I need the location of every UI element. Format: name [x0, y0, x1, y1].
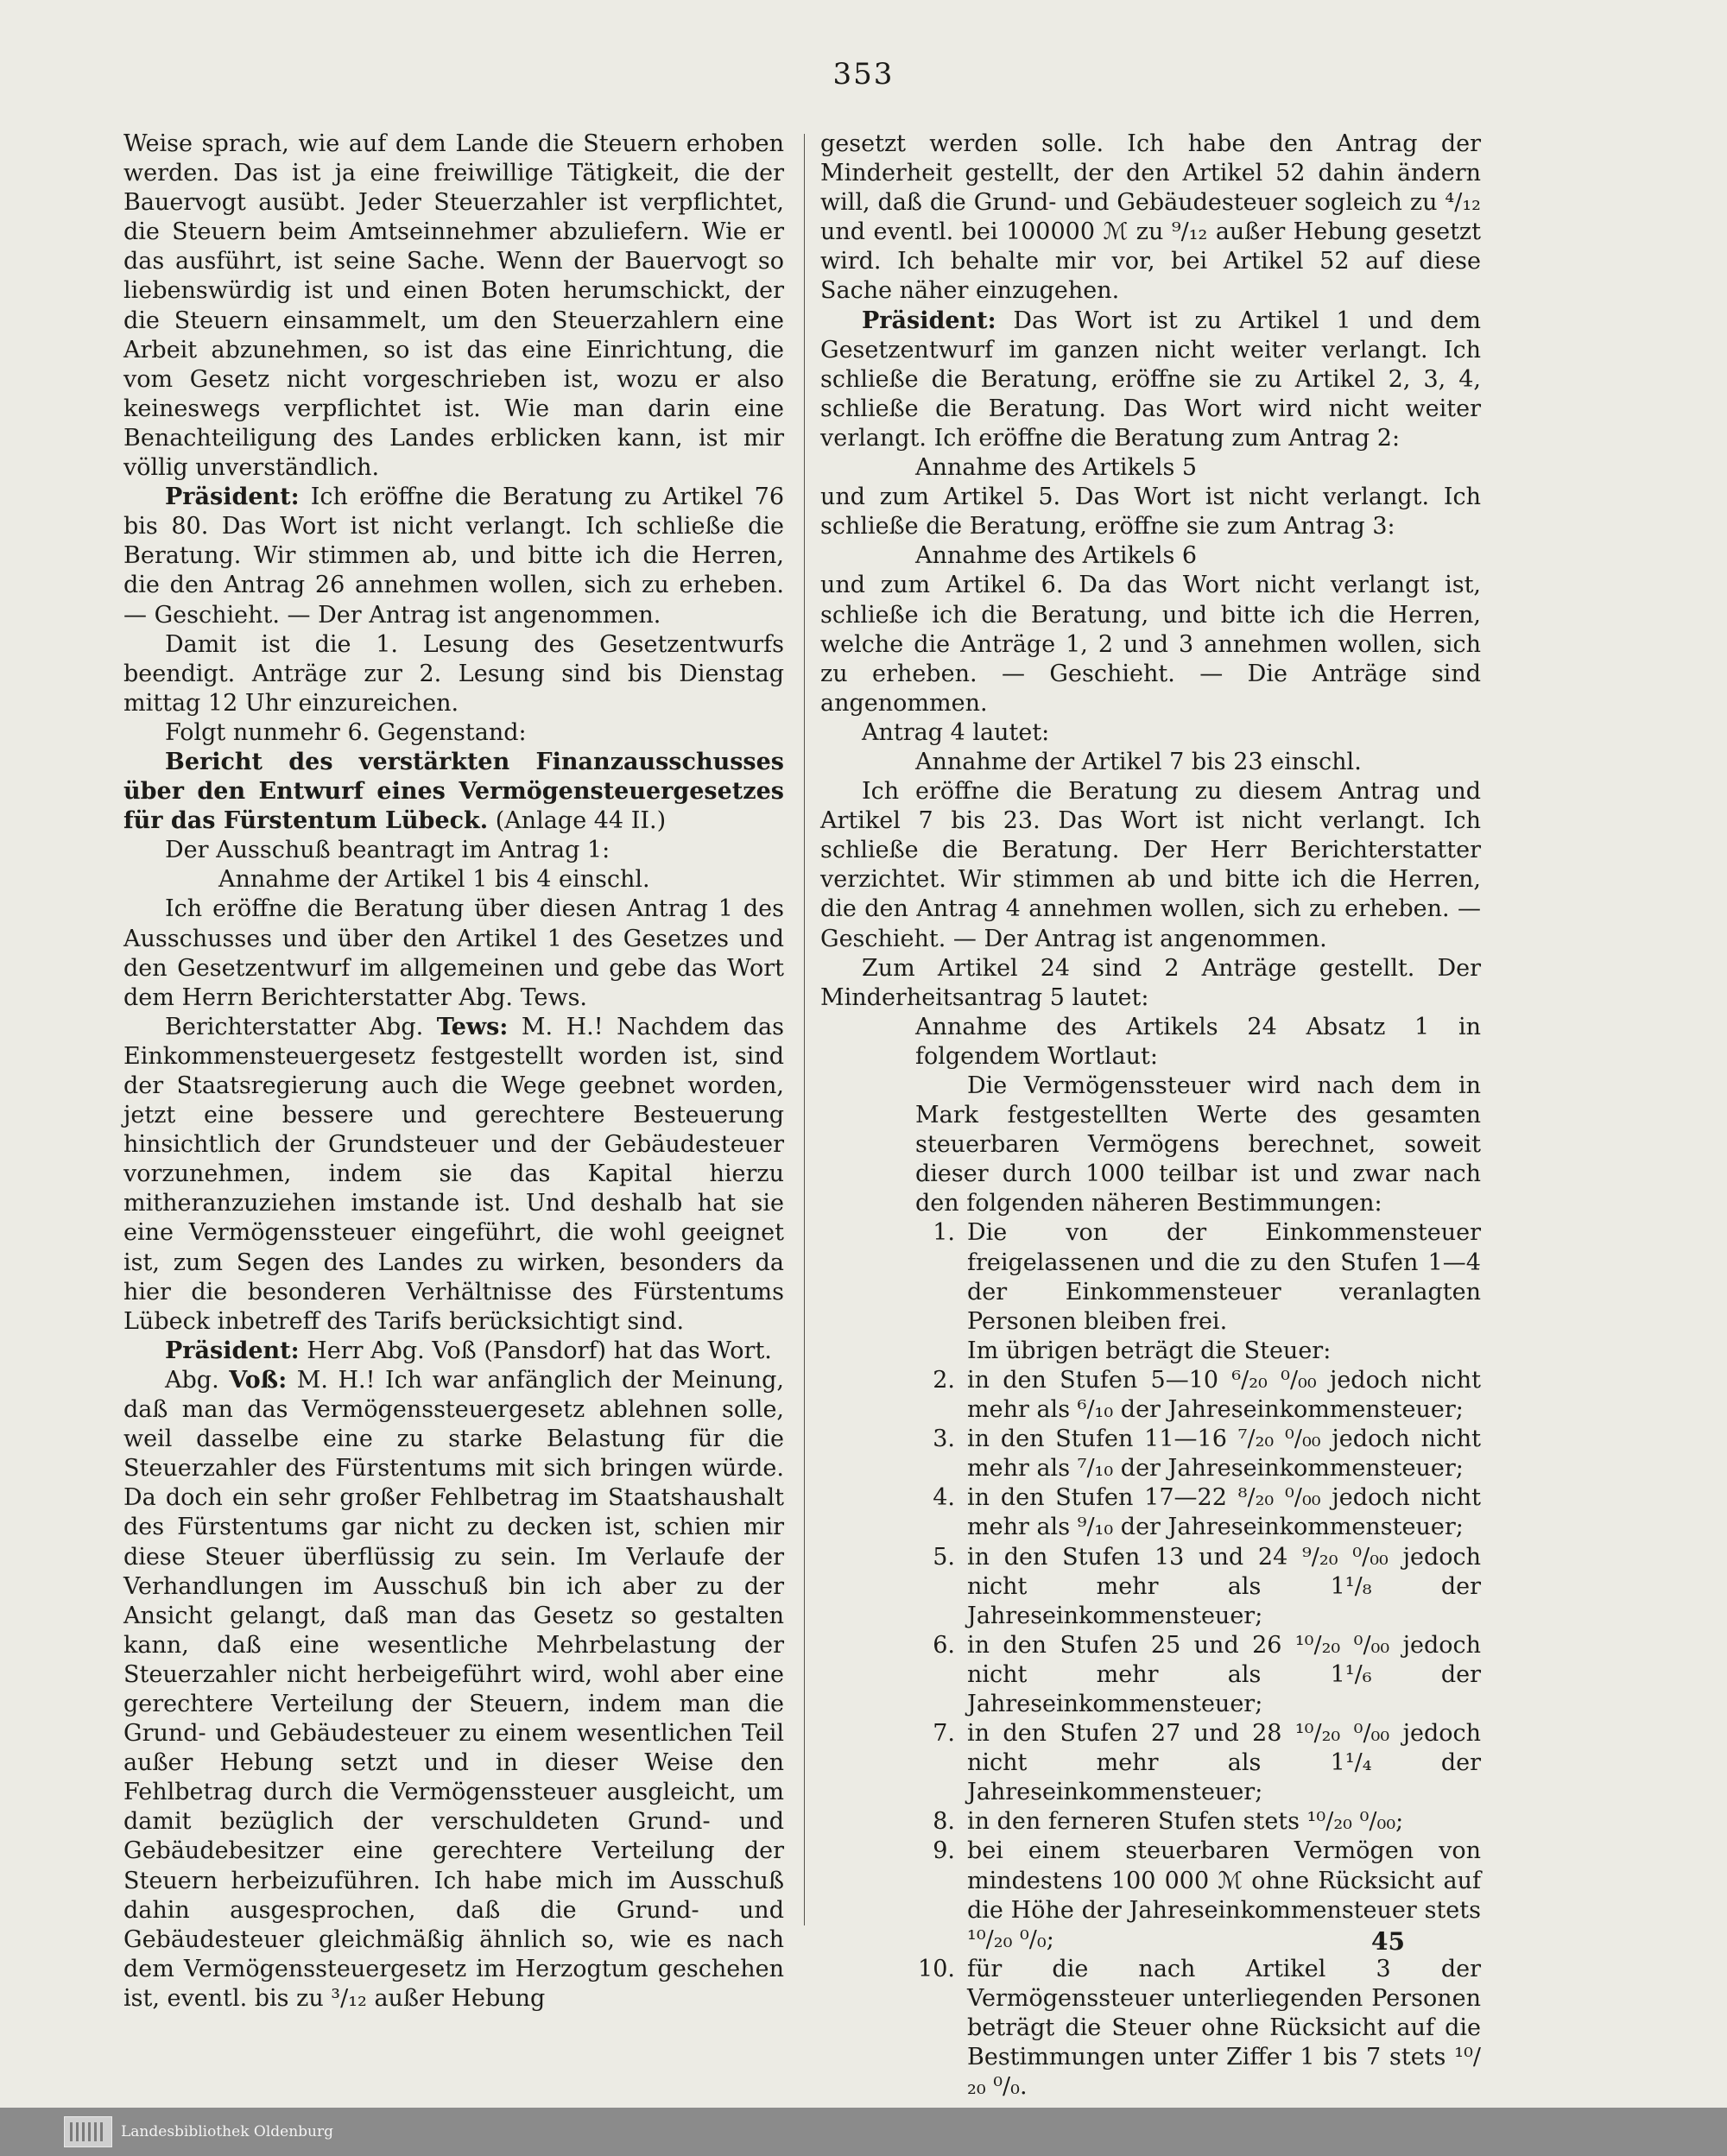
list-text: in den Stufen 11—16 ⁷/₂₀ ⁰/₀₀ jedoch nicht mehr als ⁷/₁₀ der Jahreseinkommensteuer; [967, 1426, 1481, 1483]
agenda-anlage: (Anlage 44 II.) [488, 807, 667, 835]
left-paragraph-8: Ich eröffne die Beratung über diesen Antrag 1 des Ausschusses und über den Artikel 1 des Gesetzes und den Gesetzentwurf im allgemeinen und gebe das Wort dem Herrn Berichterstatter Abg. Tews. [123, 895, 784, 1011]
list-number: 5. [933, 1543, 955, 1571]
right-paragraph-6: und zum Artikel 6. Da das Wort nicht verlangt ist, schließe ich die Beratung, und bitte ich die Herren, welche die Anträge 1, 2 und 3 annehmen wollen, sich zu erheben. — Geschieht. — Die Anträge sind angenommen. [820, 572, 1481, 717]
left-paragraph-2 [123, 483, 784, 629]
list-text: in den ferneren Stufen stets ¹⁰/₂₀ ⁰/₀₀; [967, 1808, 1404, 1836]
agenda-heading [123, 748, 784, 836]
paragraph-text: Herr Abg. Voß (Pansdorf) hat das Wort. [299, 1337, 772, 1364]
speaker-prefix: Abg. [165, 1366, 230, 1394]
list-item [915, 1955, 1481, 2102]
right-paragraph-10: Zum Artikel 24 sind 2 Anträge gestellt. Der Minderheitsantrag 5 lautet: [820, 954, 1481, 1011]
left-paragraph-4: Folgt nunmehr 6. Gegenstand: [165, 718, 527, 746]
list-number: 7. [933, 1720, 955, 1748]
list-text: in den Stufen 27 und 28 ¹⁰/₂₀ ⁰/₀₀ jedoch nicht mehr als 1¹/₄ der Jahreseinkommensteuer; [967, 1720, 1481, 1806]
quote-mid: Im übrigen beträgt die Steuer: [967, 1337, 1332, 1364]
speaker-label: Präsident: [165, 1337, 300, 1364]
right-motion-3: Annahme des Artikels 6 [915, 542, 1198, 570]
paragraph-text: Das Wort ist zu Artikel 1 und dem Gesetzentwurf im ganzen nicht weiter verlangt. Ich schließe die Beratung, eröffne sie zu Artikel 2, 3, 4, schließe die Beratung. Das Wort wird nicht weiter verlangt. Ich eröffne die Beratung zum Antrag 2: [820, 307, 1481, 452]
list-number: 8. [933, 1808, 955, 1836]
list-number: 2. [933, 1366, 955, 1394]
right-paragraph-2 [820, 307, 1481, 453]
list-number: 9. [933, 1837, 955, 1865]
speaker-label: Präsident: [165, 484, 300, 511]
list-text: bei einem steuerbaren Vermögen von mindestens 100 000 ℳ ohne Rücksicht auf die Höhe der Jahreseinkommensteuer stets ¹⁰/₂₀ ⁰/₀; [967, 1837, 1481, 1953]
list-text: in den Stufen 5—10 ⁶/₂₀ ⁰/₀₀ jedoch nicht mehr als ⁶/₁₀ der Jahreseinkommensteuer; [967, 1366, 1481, 1424]
library-logo-icon [64, 2116, 112, 2147]
list-item [915, 1218, 1481, 1336]
speaker-label: Tews: [436, 1013, 509, 1040]
right-paragraph-1: gesetzt werden solle. Ich habe den Antrag der Minderheit gestellt, der den Artikel 52 dahin ändern will, daß die Grund- und Gebäudesteuer sogleich zu ⁴/₁₂ und eventl. bei 100000 ℳ zu ⁹/₁₂ außer Hebung gesetzt wird. Ich behalte mir vor, bei Artikel 52 auf diese Sache näher einzugehen. [820, 130, 1481, 305]
right-paragraph-9: Ich eröffne die Beratung zu diesem Antrag und Artikel 7 bis 23. Das Wort ist nicht verlangt. Ich schließe die Beratung. Der Herr Berichterstatter verzichtet. Wir stimmen ab und bitte ich die Herren, die den Antrag 4 annehmen wollen, sich zu erheben. — Geschieht. — Der Antrag ist angenommen. [820, 778, 1481, 952]
signature-number: 45 [1371, 1927, 1405, 1956]
list-item [915, 1719, 1481, 1807]
right-paragraph-7: Antrag 4 lautet: [862, 718, 1050, 746]
agenda-heading-text: Bericht des verstärkten Finanzausschusses über den Entwurf eines Vermögensteuergesetzes für das Fürstentum Lübeck. [123, 748, 784, 835]
right-motion-4: Annahme der Artikel 7 bis 23 einschl. [915, 748, 1362, 775]
left-paragraph-6: Der Ausschuß beantragt im Antrag 1: [165, 837, 610, 864]
list-item [915, 1425, 1481, 1483]
list-item [915, 1483, 1481, 1542]
left-motion-1: Annahme der Artikel 1 bis 4 einschl. [218, 866, 650, 894]
speaker-prefix: Berichterstatter Abg. [165, 1013, 437, 1040]
column-divider [804, 134, 805, 1925]
list-text: in den Stufen 17—22 ⁸/₂₀ ⁰/₀₀ jedoch nicht mehr als ⁹/₁₀ der Jahreseinkommensteuer; [967, 1484, 1481, 1541]
list-number: 4. [933, 1484, 955, 1512]
right-motion-5: Annahme des Artikels 24 Absatz 1 in folgendem Wortlaut: [915, 1013, 1481, 1070]
quote-intro: Die Vermögenssteuer wird nach dem in Mark festgestellten Werte des gesamten steuerbaren Vermögens berechnet, soweit dieser durch 1000 teilbar ist und zwar nach den folgenden näheren Bestimmungen: [915, 1072, 1481, 1217]
speaker-label: Voß: [229, 1366, 288, 1394]
speaker-label: Präsident: [862, 307, 996, 334]
list-text: in den Stufen 25 und 26 ¹⁰/₂₀ ⁰/₀₀ jedoch nicht mehr als 1¹/₆ der Jahreseinkommensteuer; [967, 1631, 1481, 1717]
list-number: 6. [933, 1631, 955, 1659]
left-paragraph-11 [123, 1366, 784, 2014]
list-text: Die von der Einkommensteuer freigelassenen und die zu den Stufen 1—4 der Einkommensteuer veranlagten Personen bleiben frei. [967, 1219, 1481, 1335]
page-number: 353 [832, 57, 895, 92]
list-item [915, 1807, 1481, 1837]
paragraph-text: M. H.! Nachdem das Einkommensteuergesetz festgestellt worden ist, sind der Staatsregierung auch die Wege geebnet worden, jetzt eine bessere und gerechtere Besteuerung hinsichtlich der Grundsteuer und der Gebäudesteuer vorzunehmen, indem sie das Kapital hierzu mitheranzuziehen imstande ist. Und deshalb hat sie eine Vermögenssteuer eingeführt, die wohl geeignet ist, zum Segen des Landes zu wirken, besonders da hier die besonderen Verhältnisse des Fürstentums Lübeck inbetreff des Tarifs berücksichtigt sind. [123, 1013, 784, 1335]
left-column [123, 130, 784, 2014]
right-motion-2: Annahme des Artikels 5 [915, 454, 1198, 482]
list-number: 1. [933, 1219, 955, 1247]
right-column [820, 130, 1481, 2102]
list-item [915, 1543, 1481, 1631]
list-text: für die nach Artikel 3 der Vermögenssteuer unterliegenden Personen beträgt die Steuer ohne Rücksicht auf die Bestimmungen unter Ziffer 1 bis 7 stets ¹⁰/₂₀ ⁰/₀. [967, 1955, 1481, 2101]
left-paragraph-9 [123, 1013, 784, 1337]
paragraph-text: Ich eröffne die Beratung zu Artikel 76 bis 80. Das Wort ist nicht verlangt. Ich schließe die Beratung. Wir stimmen ab, und bitte ich die Herren, die den Antrag 26 annehmen wollen, sich zu erheben. — Geschieht. — Der Antrag ist angenommen. [123, 484, 784, 629]
left-paragraph-3: Damit ist die 1. Lesung des Gesetzentwurfs beendigt. Anträge zur 2. Lesung sind bis Dienstag mittag 12 Uhr einzureichen. [123, 630, 784, 717]
list-number: 3. [933, 1426, 955, 1453]
list-number: 10. [918, 1955, 955, 1982]
paragraph-text: M. H.! Ich war anfänglich der Meinung, daß man das Vermögenssteuergesetz ablehnen solle, weil dasselbe eine zu starke Belastung für die Steuerzahler des Fürstentums mit sich bringen würde. Da doch ein sehr großer Fehlbetrag im Staatshaushalt des Fürstentums gar nicht zu decken ist, schien mir diese Steuer überflüssig zu sein. Im Verlaufe der Verhandlungen im Ausschuß bin ich aber zu der Ansicht gelangt, daß man das Gesetz so gestalten kann, daß eine wesentliche Mehrbelastung der Steuerzahler nicht herbeigeführt wird, wohl aber eine gerechtere Verteilung der Steuern, indem man die Grund- und Gebäudesteuer zu einem wesentlichen Teil außer Hebung setzt und in dieser Weise den Fehlbetrag durch die Vermögenssteuer ausgleicht, um damit bezüglich der verschuldeten Grund- und Gebäudebesitzer eine gerechtere Verteilung der Steuern herbeizuführen. Ich habe mich im Ausschuß dahin ausgesprochen, daß die Grund- und Gebäudesteuer gleichmäßig ähnlich so, wie es nach dem Vermögenssteuergesetz im Herzogtum geschehen ist, eventl. bis zu ³/₁₂ außer Hebung [123, 1366, 784, 2012]
list-item [915, 1366, 1481, 1425]
left-paragraph-10 [123, 1337, 784, 1366]
footer-bar [0, 2108, 1727, 2156]
list-item [915, 1631, 1481, 1719]
list-text: in den Stufen 13 und 24 ⁹/₂₀ ⁰/₀₀ jedoch nicht mehr als 1¹/₈ der Jahreseinkommensteuer; [967, 1543, 1481, 1629]
footer-library-name: Landesbibliothek Oldenburg [121, 2123, 334, 2140]
left-paragraph-1: Weise sprach, wie auf dem Lande die Steuern erhoben werden. Das ist ja eine freiwillige Tätigkeit, die der Bauervogt ausübt. Jeder Steuerzahler ist verpflichtet, die Steuern beim Amtseinnehmer abzuliefern. Wie er das ausführt, ist seine Sache. Wenn der Bauervogt so liebenswürdig ist und einen Boten herumschickt, der die Steuern einsammelt, um den Steuerzahlern eine Arbeit abzunehmen, so ist das eine Einrichtung, die vom Gesetz nicht vorgeschrieben ist, wozu er also keineswegs verpflichtet ist. Wie man darin eine Benachteiligung des Landes erblicken kann, ist mir völlig unverständlich. [123, 130, 784, 482]
right-paragraph-4: und zum Artikel 5. Das Wort ist nicht verlangt. Ich schließe die Beratung, eröffne sie zum Antrag 3: [820, 484, 1481, 541]
